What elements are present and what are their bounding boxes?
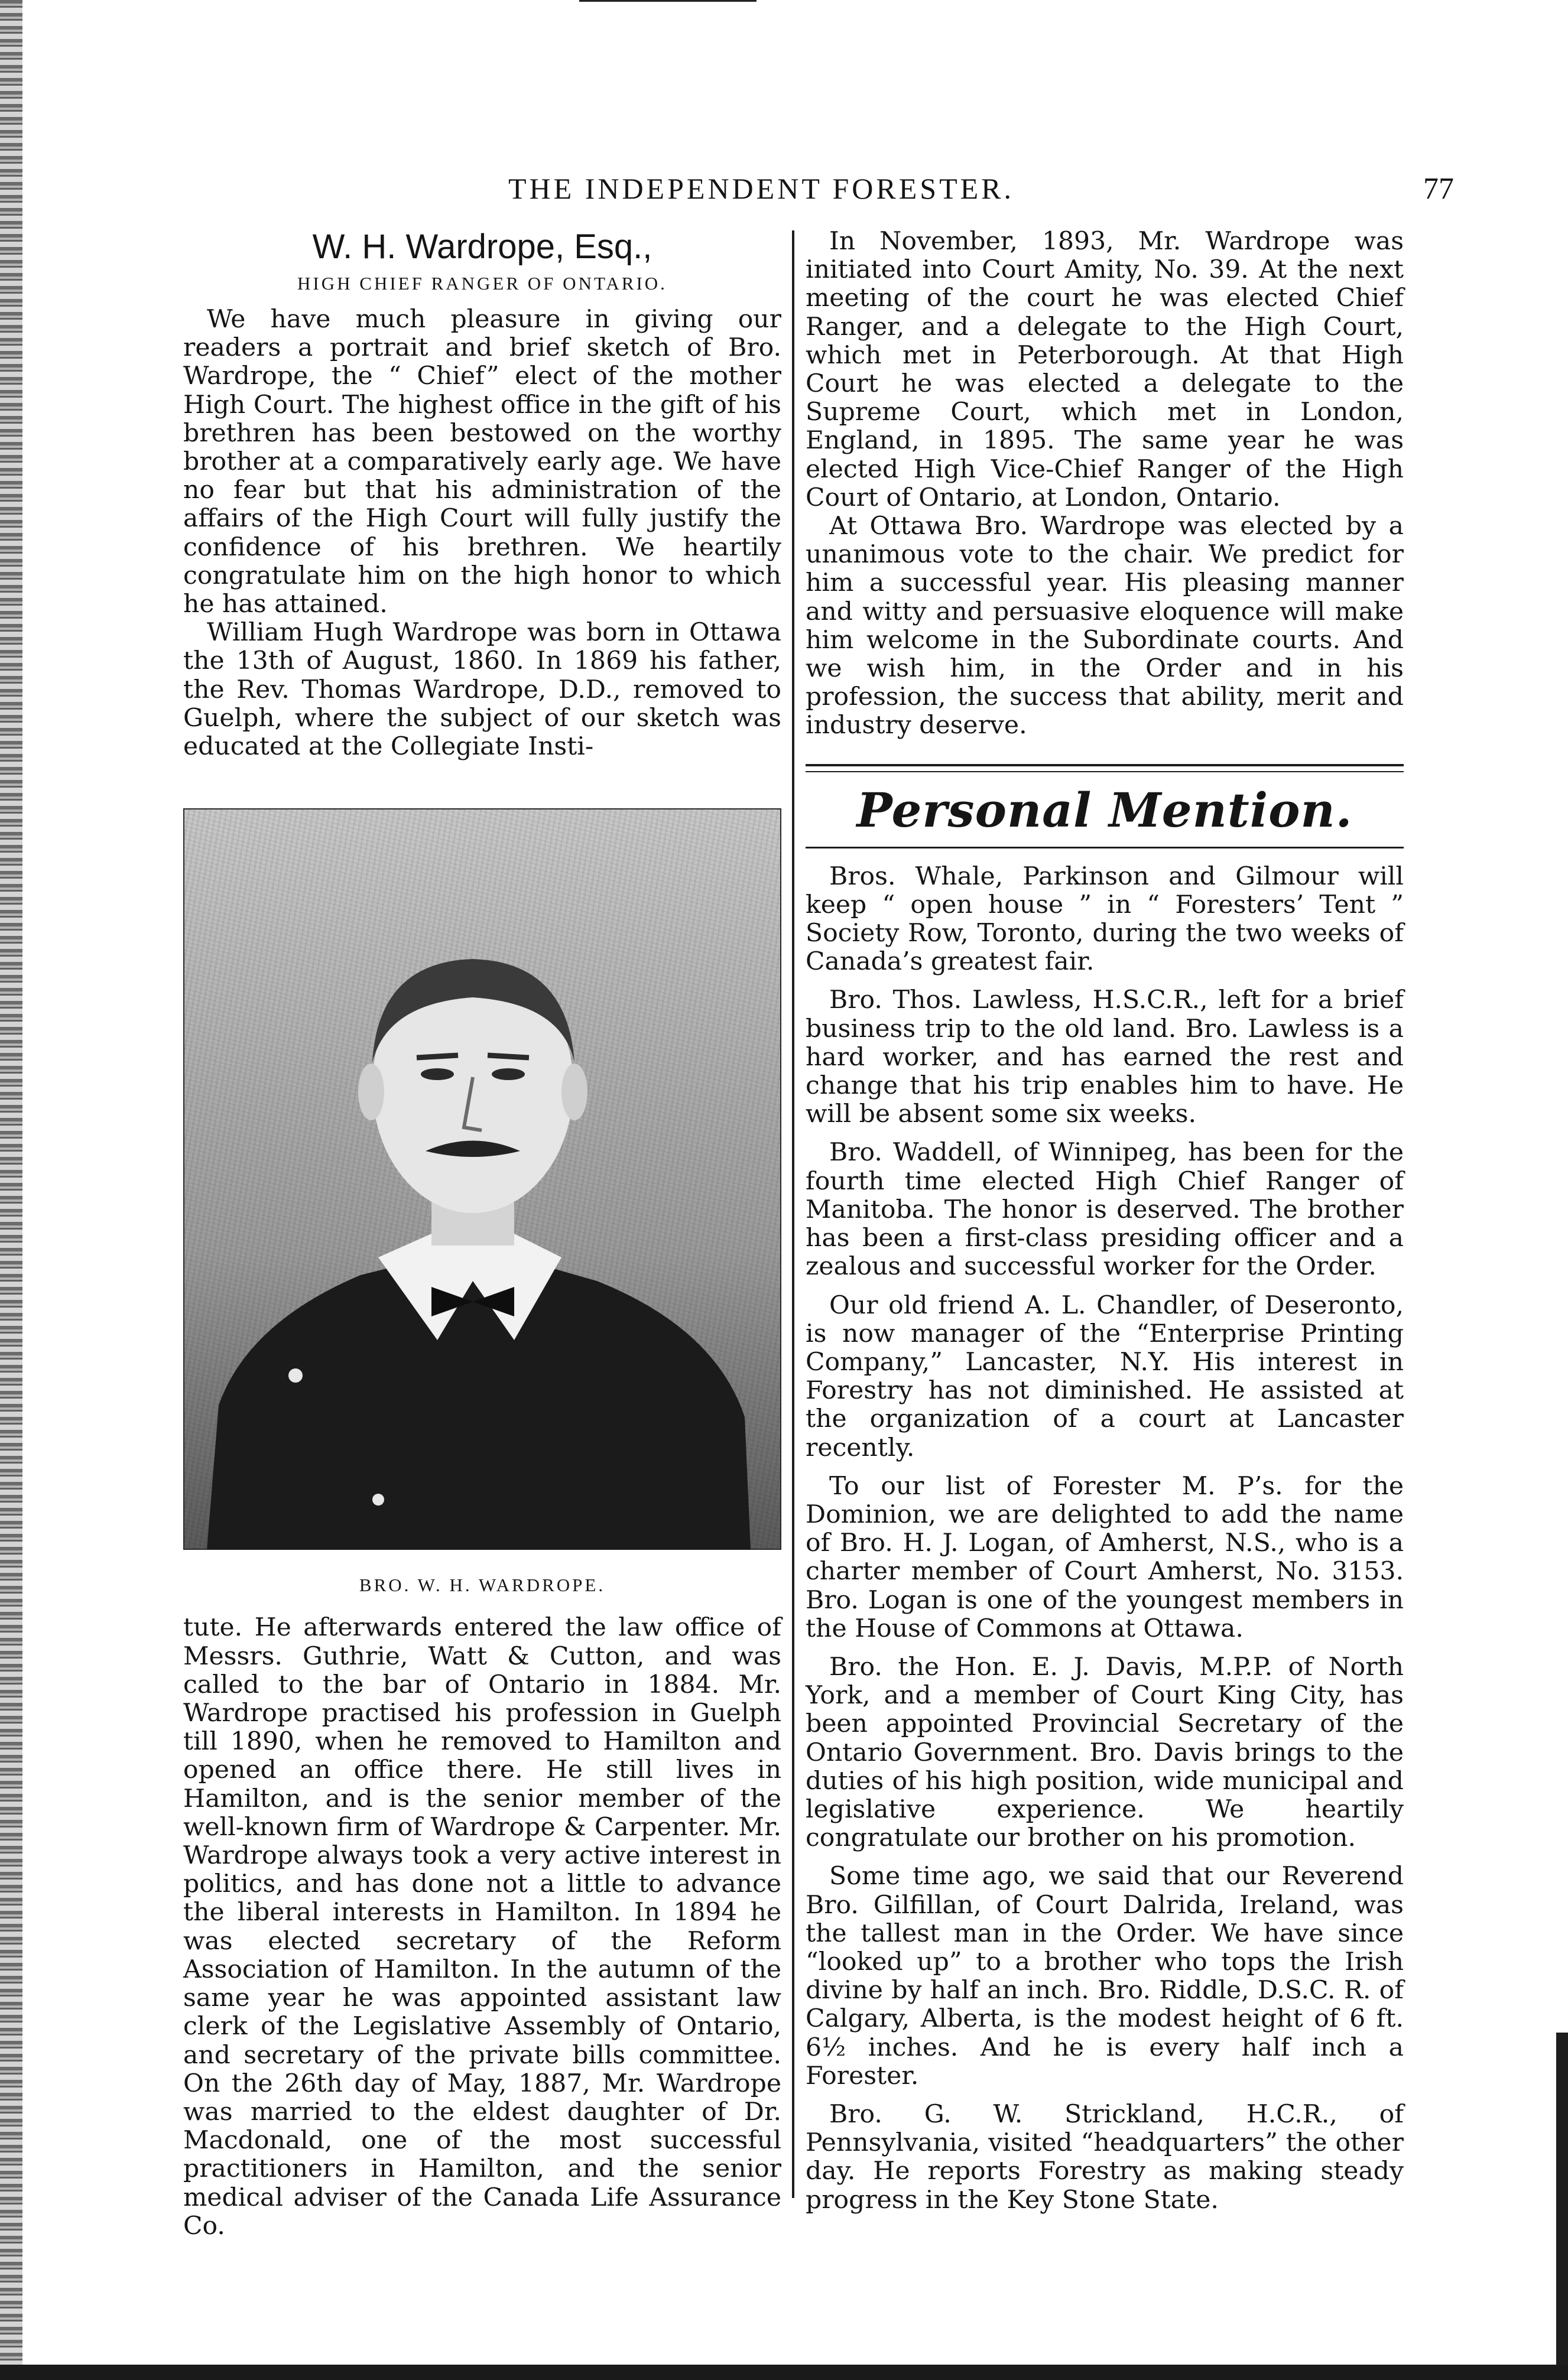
mention-paragraph: Bro. Waddell, of Winnipeg, has been for the fourth time elected High Chief Ranger of Manitoba. The honor is deserved. The brother has been a first-class presiding officer and a zealous and successful worker for the Order.: [806, 1138, 1404, 1282]
portrait-image: [183, 808, 781, 1550]
right-column: [806, 227, 1404, 2215]
mention-paragraph: Bro. the Hon. E. J. Davis, M.P.P. of North York, and a member of Court King City, has been appointed Provincial Secretary of the Ontario Government. Bro. Davis brings to the duties of his high position, wide municipal and legislative experience. We heartily congratulate our brother on his promotion.: [806, 1652, 1404, 1853]
bottom-scan-edge: [0, 2365, 1568, 2380]
right-scan-edge: [1556, 2033, 1568, 2380]
mention-paragraph: Bro. Thos. Lawless, H.S.C.R., left for a brief business trip to the old land. Bro. Lawless is a hard worker, and has earned the rest and change that his trip enables him to have. He will be absent some six weeks.: [806, 986, 1404, 1129]
portrait-caption: BRO. W. H. WARDROPE.: [359, 1575, 606, 1596]
article-paragraph: In November, 1893, Mr. Wardrope was initiated into Court Amity, No. 39. At the next meeting of the court he was elected Chief Ranger, and a delegate to the High Court, which met in Peterborough. At that High Court he was elected a delegate to the Supreme Court, which met in London, England, in 1895. The same year he was elected High Vice-Chief Ranger of the High Court of Ontario, at London, Ontario.: [806, 227, 1404, 512]
mention-paragraph: Bros. Whale, Parkinson and Gilmour will keep “ open house ” in “ Foresters’ Tent ” Society Row, Toronto, during the two weeks of Canada’s greatest fair.: [806, 861, 1404, 977]
page-number: 77: [1423, 172, 1454, 206]
portrait-illustration: [183, 808, 781, 1550]
article-title: W. H. Wardrope, Esq.,: [312, 227, 652, 266]
article-paragraph: tute. He afterwards entered the law office of Messrs. Guthrie, Watt & Cutton, and was called to the bar of Ontario in 1884. Mr. Wardrope practised his profession in Guelph till 1890, when he removed to Hamilton and opened an office there. He still lives in Hamilton, and is the senior member of the well-known firm of Wardrope & Carpenter. Mr. Wardrope always took a very active interest in politics, and has done not a little to advance the liberal interests in Hamilton. In 1894 he was elected secretary of the Reform Association of Hamilton. In the autumn of the same year he was appointed assistant law clerk of the Legislative Assembly of Ontario, and secretary of the private bills committee. On the 26th day of May, 1887, Mr. Wardrope was married to the eldest daughter of Dr. Macdonald, one of the most successful practitioners in Hamilton, and the senior medical adviser of the Canada Life Assurance Co.: [183, 1613, 781, 2241]
column-divider: [792, 230, 794, 2198]
mention-paragraph: Some time ago, we said that our Reverend Bro. Gilfillan, of Court Dalrida, Ireland, was the tallest man in the Order. We have since “looked up” to a brother who tops the Irish divine by half an inch. Bro. Riddle, D.S.C. R. of Calgary, Alberta, is the modest height of 6 ft. 6½ inches. And he is every half inch a Forester.: [806, 1862, 1404, 2090]
section-heading: Personal Mention.: [856, 782, 1353, 838]
article-paragraph: At Ottawa Bro. Wardrope was elected by a unanimous vote to the chair. We predict for him a successful year. His pleasing manner and witty and persuasive eloquence will make him welcome in the Subordinate courts. And we wish him, in the Order and in his profession, the success that ability, merit and industry deserve.: [806, 512, 1404, 740]
mention-paragraph: Bro. G. W. Strickland, H.C.R., of Pennsylvania, visited “headquarters” the other day. He reports Forestry as making steady progress in the Key Stone State.: [806, 2099, 1404, 2215]
section-double-rule: [806, 764, 1404, 772]
left-column: [183, 227, 781, 2241]
left-scan-edge: [0, 0, 22, 2380]
mention-paragraph: To our list of Forester M. P’s. for the Dominion, we are delighted to add the name of Bro. H. J. Logan, of Amherst, N.S., who is a charter member of Court Amherst, No. 3153. Bro. Logan is one of the youngest members in the House of Commons at Ottawa.: [806, 1471, 1404, 1643]
article-paragraph: We have much pleasure in giving our readers a portrait and brief sketch of Bro. Wardrope, the “ Chief” elect of the mother High Court. The highest office in the gift of his brethren has been bestowed on the worthy brother at a comparatively early age. We have no fear but that his administration of the affairs of the High Court will fully justify the confidence of his brethren. We heartily congratulate him on the high honor to which he has attained.: [183, 305, 781, 619]
mention-paragraph: Our old friend A. L. Chandler, of Deseronto, is now manager of the “Enterprise Printing Company,” Lancaster, N.Y. His interest in Forestry has not diminished. He assisted at the organization of a court at Lancaster recently.: [806, 1290, 1404, 1462]
section-rule: [806, 847, 1404, 848]
running-head: THE INDEPENDENT FORESTER.: [508, 172, 1015, 205]
top-scan-rule: [579, 0, 757, 2]
article-subtitle: HIGH CHIEF RANGER OF ONTARIO.: [297, 273, 667, 294]
article-paragraph: William Hugh Wardrope was born in Ottawa the 13th of August, 1860. In 1869 his father, the Rev. Thomas Wardrope, D.D., removed to Guelph, where the subject of our sketch was educated at the Collegiate Insti-: [183, 618, 781, 762]
